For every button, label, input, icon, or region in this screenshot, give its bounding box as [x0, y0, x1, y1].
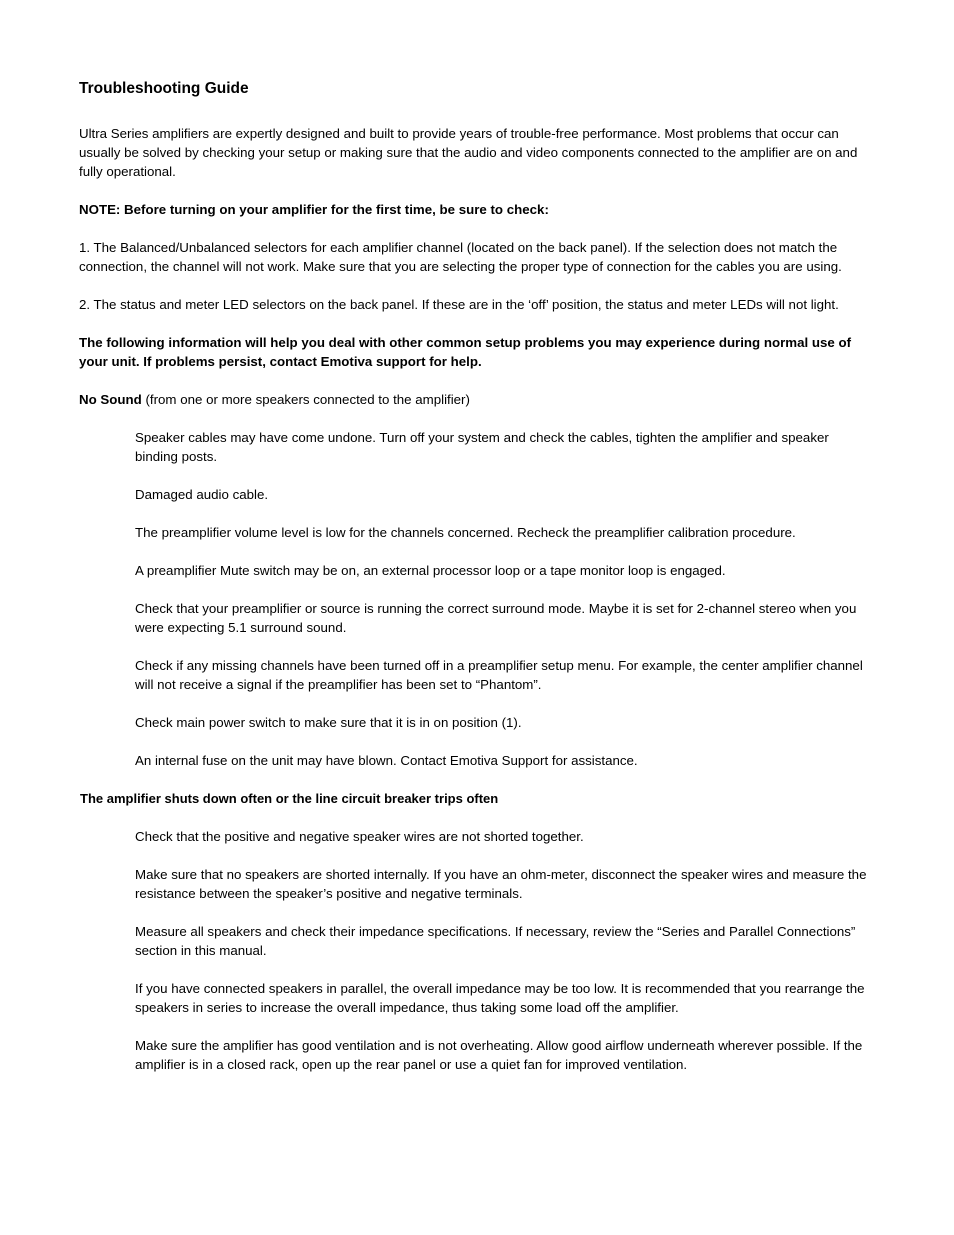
following-info-paragraph: The following information will help you deal with other common setup problems you may experience during normal use of your unit. If problems persist, contact Emotiva support for help. [79, 335, 852, 369]
check-item-2: 2. The status and meter LED selectors on the back panel. If these are in the ‘off’ position, the status and meter LEDs will not light. [79, 297, 839, 312]
intro-paragraph: Ultra Series amplifiers are expertly designed and built to provide years of trouble-free performance. Most problems that occur can usually be solved by checking your setup or making sure that the audio and video components connected to the amplifier are on and fully operational. [79, 126, 858, 179]
list-item: Check main power switch to make sure that it is in on position (1). [135, 715, 522, 730]
list-item: A preamplifier Mute switch may be on, an external processor loop or a tape monitor loop is engaged. [135, 563, 726, 578]
shutdown-list [79, 827, 879, 1074]
no-sound-list [79, 428, 879, 770]
list-item: Speaker cables may have come undone. Turn off your system and check the cables, tighten the amplifier and speaker binding posts. [135, 430, 829, 464]
list-item: Make sure that no speakers are shorted internally. If you have an ohm-meter, disconnect the speaker wires and measure the resistance between the speaker’s positive and negative terminals. [135, 867, 867, 901]
list-item: Damaged audio cable. [135, 487, 269, 502]
list-item: Check that your preamplifier or source is running the correct surround mode. Maybe it is set for 2-channel stereo when you were expecting 5.1 surround sound. [135, 601, 857, 635]
list-item: Measure all speakers and check their impedance specifications. If necessary, review the “Series and Parallel Connections” section in this manual. [135, 924, 856, 958]
list-item: The preamplifier volume level is low for the channels concerned. Recheck the preamplifier calibration procedure. [135, 525, 796, 540]
document-page [79, 78, 879, 1093]
no-sound-heading [79, 390, 879, 409]
list-item: An internal fuse on the unit may have blown. Contact Emotiva Support for assistance. [135, 753, 638, 768]
no-sound-detail: (from one or more speakers connected to the amplifier) [141, 392, 470, 407]
list-item: Make sure the amplifier has good ventilation and is not overheating. Allow good airflow underneath wherever possible. If the amplifier is in a closed rack, open up the rear panel or use a quiet fan for improved ventilation. [135, 1038, 863, 1072]
note-paragraph: NOTE: Before turning on your amplifier for the first time, be sure to check: [79, 202, 549, 217]
list-item: Check if any missing channels have been turned off in a preamplifier setup menu. For example, the center amplifier channel will not receive a signal if the preamplifier has been set to “Phantom”. [135, 658, 863, 692]
check-item-1: 1. The Balanced/Unbalanced selectors for each amplifier channel (located on the back panel). If the selection does not match the connection, the channel will not work. Make sure that you are selecting the proper type of connection for the cables you are using. [79, 240, 842, 274]
page-title: Troubleshooting Guide [79, 80, 249, 97]
shutdown-heading: The amplifier shuts down often or the line circuit breaker trips often [80, 791, 499, 806]
list-item: If you have connected speakers in parallel, the overall impedance may be too low. It is recommended that you rearrange the speakers in series to increase the overall impedance, thus taking some load off the amplifier. [135, 981, 865, 1015]
list-item: Check that the positive and negative speaker wires are not shorted together. [135, 829, 584, 844]
no-sound-label: No Sound [79, 392, 142, 407]
